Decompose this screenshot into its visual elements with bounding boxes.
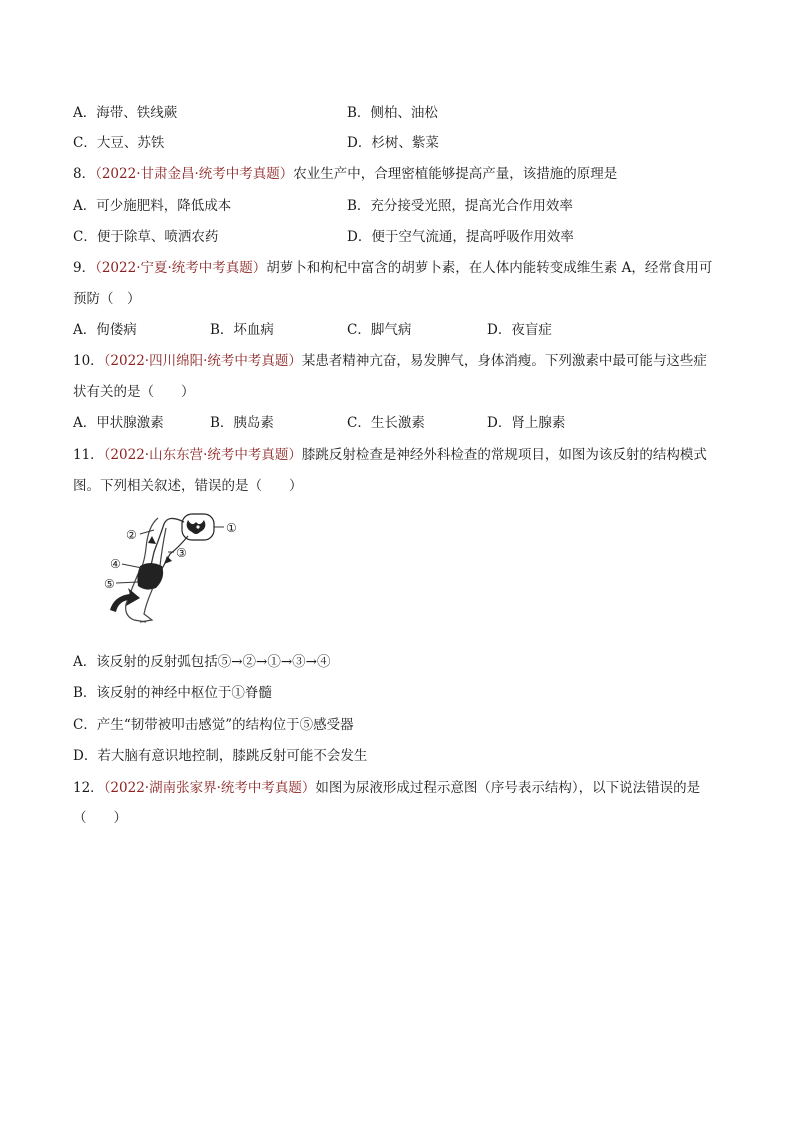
label-3-efferent-nerve: ③ xyxy=(176,546,187,560)
label-5-receptor: ⑤ xyxy=(104,577,115,591)
q12-text-2: （ ） xyxy=(73,810,127,826)
q10-source: （2022·四川绵阳·统考中考真题） xyxy=(103,353,302,369)
q11-option-d[interactable]: D．若大脑有意识地控制，膝跳反射可能不会发生 xyxy=(73,748,368,764)
q10-option-a[interactable]: A．甲状腺激素 xyxy=(73,415,164,431)
quadriceps-muscle xyxy=(137,563,163,590)
nerve-arrows xyxy=(148,536,172,564)
q8-option-b[interactable]: B．充分接受光照，提高光合作用效率 xyxy=(347,198,573,214)
q8-option-c[interactable]: C．便于除草、喷洒农药 xyxy=(73,229,219,245)
q8-text: 农业生产中，合理密植能够提高产量，该措施的原理是 xyxy=(293,166,618,182)
q11-option-a-row xyxy=(73,653,733,671)
q10-text-2: 状有关的是（ ） xyxy=(73,384,195,400)
q7-option-d[interactable]: D．杉树、紫菜 xyxy=(347,135,439,151)
q10-number: 10． xyxy=(73,353,104,369)
q11-option-b-row xyxy=(73,684,733,702)
q10-stem-line-1 xyxy=(73,352,733,370)
q9-option-d[interactable]: D．夜盲症 xyxy=(487,322,552,338)
q12-stem-line-2 xyxy=(73,809,733,827)
q9-text-1: 胡萝卜和枸杞中富含的胡萝卜素，在人体内能转变成维生素 A，经常食用可 xyxy=(266,260,713,276)
q12-text-1: 如图为尿液形成过程示意图（序号表示结构），以下说法错误的是 xyxy=(315,780,701,796)
q11-number: 11． xyxy=(73,447,104,463)
q10-stem-line-2 xyxy=(73,383,733,401)
q10-option-d[interactable]: D．肾上腺素 xyxy=(487,415,566,431)
structure-labels xyxy=(104,521,237,591)
q11-option-d-row xyxy=(73,747,733,765)
q11-option-b[interactable]: B．该反射的神经中枢位于①脊髓 xyxy=(73,685,272,701)
q8-number: 8． xyxy=(73,166,96,182)
q7-option-c[interactable]: C．大豆、苏铁 xyxy=(73,135,165,151)
q8-option-a[interactable]: A．可少施肥料，降低成本 xyxy=(73,198,232,214)
q11-option-c-row xyxy=(73,716,733,734)
q11-stem-line-2 xyxy=(73,477,733,495)
q9-option-b[interactable]: B．坏血病 xyxy=(210,322,274,338)
q10-text-1: 某患者精神亢奋，易发脾气，身体消瘦。下列激素中最可能与这些症 xyxy=(301,353,707,369)
hammer-strike-arrow xyxy=(110,588,140,612)
q11-option-a[interactable]: A．该反射的反射弧包括⑤→②→①→③→④ xyxy=(73,654,331,670)
q9-number: 9． xyxy=(73,260,96,276)
q7-option-b[interactable]: B．侧柏、油松 xyxy=(347,105,438,121)
q8-stem xyxy=(73,165,733,183)
q9-stem-line-1 xyxy=(73,259,733,277)
q8-option-d[interactable]: D．便于空气流通，提高呼吸作用效率 xyxy=(347,229,574,245)
q9-text-2: 预防（ ） xyxy=(73,291,141,307)
q11-source: （2022·山东东营·统考中考真题） xyxy=(103,447,302,463)
label-2-afferent-nerve: ② xyxy=(126,528,137,542)
q12-source: （2022·湖南张家界·统考中考真题） xyxy=(103,780,316,796)
q9-option-c[interactable]: C．脚气病 xyxy=(347,322,412,338)
label-4-effector: ④ xyxy=(110,557,121,571)
q11-option-c[interactable]: C．产生“韧带被叩击感觉”的结构位于⑤感受器 xyxy=(73,717,354,733)
q9-option-a[interactable]: A．佝偻病 xyxy=(73,322,137,338)
q7-option-a[interactable]: A．海带、铁线蕨 xyxy=(73,105,178,121)
label-1-spinal-cord: ① xyxy=(226,521,237,535)
q9-stem-line-2 xyxy=(73,290,733,308)
q12-stem-line-1 xyxy=(73,779,733,797)
q11-text-2: 图。下列相关叙述，错误的是（ ） xyxy=(73,478,303,494)
q9-source: （2022·宁夏·统考中考真题） xyxy=(95,260,267,276)
spinal-cord-icon xyxy=(182,514,214,540)
q10-option-b[interactable]: B．胰岛素 xyxy=(210,415,274,431)
q11-stem-line-1 xyxy=(73,446,733,464)
knee-jerk-reflex-diagram xyxy=(96,508,256,630)
q12-number: 12． xyxy=(73,780,104,796)
q11-text-1: 膝跳反射检查是神经外科检查的常规项目，如图为该反射的结构模式 xyxy=(301,447,707,463)
q10-option-c[interactable]: C．生长激素 xyxy=(347,415,425,431)
q8-source: （2022·甘肃金昌·统考中考真题） xyxy=(95,166,294,182)
